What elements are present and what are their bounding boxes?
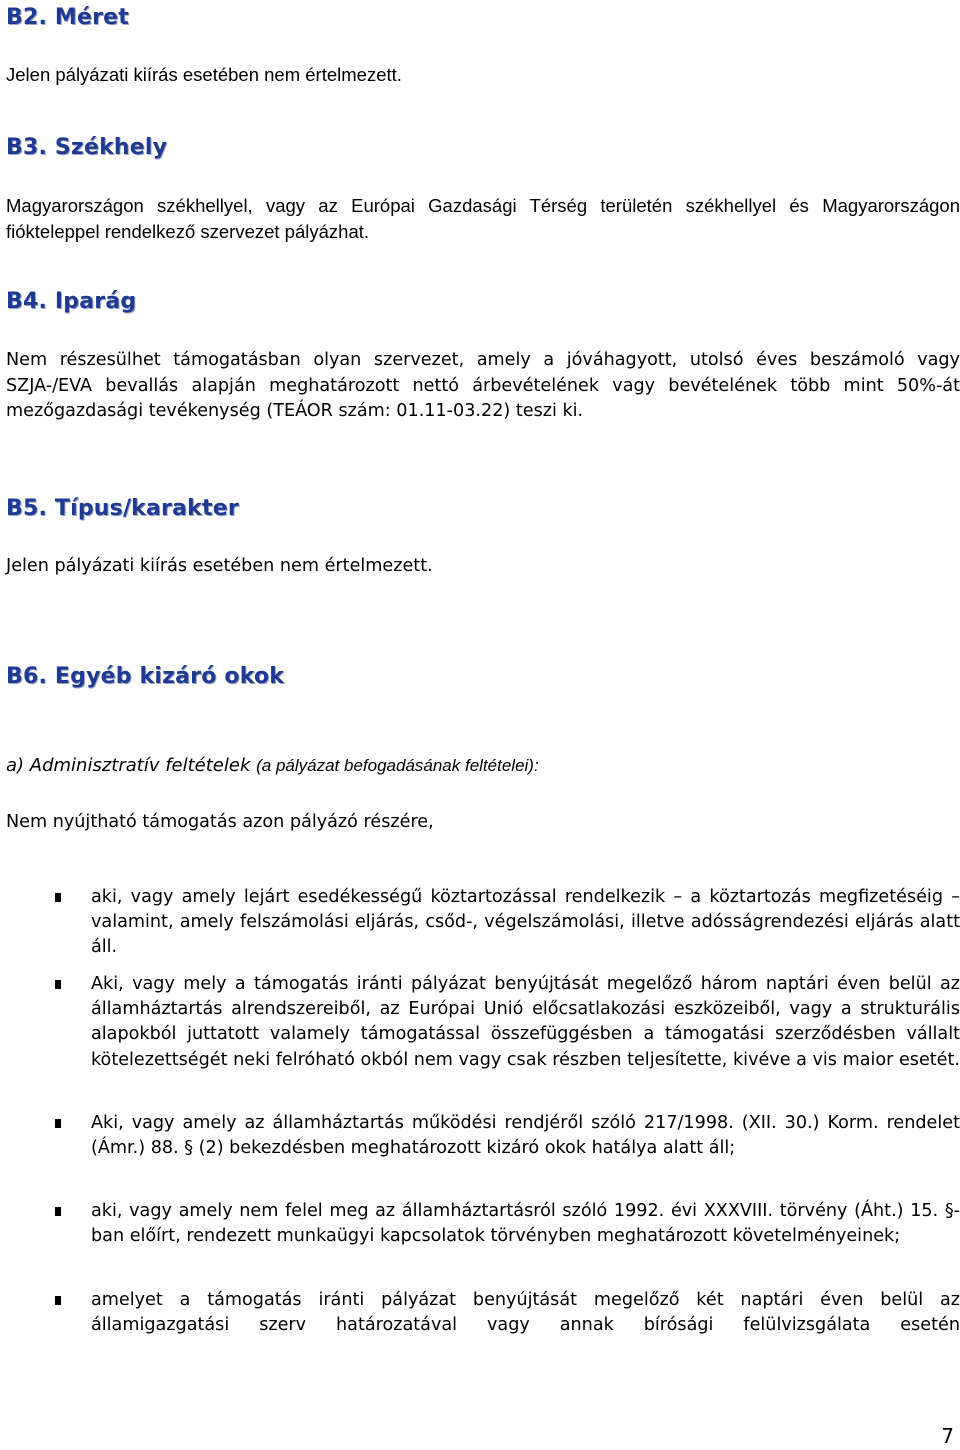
section-text-b5: Jelen pályázati kiírás esetében nem értelmezett.	[6, 556, 433, 576]
bullet-square-icon	[55, 980, 61, 989]
page-number: 7	[941, 1424, 954, 1448]
section-heading-b2: B2. Méret	[6, 5, 129, 30]
section-heading-b4: B4. Iparág	[6, 289, 137, 314]
section-text-b4: Nem részesülhet támogatásban olyan szervezet, amely a jóváhagyott, utolsó éves beszámoló vagy SZJA-/EVA bevallás alapján meghatározott nettó árbevételének vagy bevételének több mint 50%-át mezőgazdasági tevékenység (TEÁOR szám: 01.11-03.22) teszi ki.	[6, 350, 960, 421]
bullet-square-icon	[55, 1119, 61, 1128]
list-item-text: amelyet a támogatás iránti pályázat benyújtását megelőző két naptári éven belül az államigazgatási szerv határozatával vagy annak bírósági felülvizsgálata esetén	[91, 1290, 960, 1336]
list-item-text: aki, vagy amely nem felel meg az államháztartásról szóló 1992. évi XXXVIII. törvény (Áht.) 15. §-ban előírt, rendezett munkaügyi kapcsolatok törvényben meghatározott követelményeinek;	[91, 1201, 960, 1247]
bullet-square-icon	[55, 1296, 61, 1305]
subsection-heading-administrative	[6, 753, 539, 778]
subsection-heading-paren: (a pályázat befogadásának feltételei):	[256, 756, 539, 775]
list-item-text: aki, vagy amely lejárt esedékességű köztartozással rendelkezik – a köztartozás megfizetéséig – valamint, amely felszámolási eljárás, csőd-, végelszámolási, illetve adósságrendezési eljárás alatt áll.	[91, 887, 960, 958]
subsection-heading-main: a) Adminisztratív feltételek	[6, 755, 257, 776]
bullet-square-icon	[55, 893, 61, 902]
bullet-square-icon	[55, 1207, 61, 1216]
exclusion-intro: Nem nyújtható támogatás azon pályázó részére,	[6, 812, 434, 832]
list-item-text: Aki, vagy amely az államháztartás működési rendjéről szóló 217/1998. (XII. 30.) Korm. rendelet (Ámr.) 88. § (2) bekezdésben meghatározott kizáró okok hatálya alatt áll;	[91, 1113, 960, 1159]
section-heading-b6: B6. Egyéb kizáró okok	[6, 664, 285, 689]
section-text-b3: Magyarországon székhellyel, vagy az Európai Gazdasági Térség területén székhellyel és Magyarországon fiókteleppel rendelkező szervezet pályázhat.	[6, 195, 960, 242]
list-item-text: Aki, vagy mely a támogatás iránti pályázat benyújtását megelőző három naptári éven belül az államháztartás alrendszereiből, az Európai Unió előcsatlakozási eszközeiből, vagy a strukturális alapokból juttatott valamely támogatással összefüggésben a támogatási szerződésben vállalt kötelezettségét neki felróható okból nem vagy csak részben teljesítette, kivéve a vis maior esetét.	[91, 974, 960, 1070]
section-heading-b3: B3. Székhely	[6, 135, 168, 160]
section-text-b2: Jelen pályázati kiírás esetében nem értelmezett.	[6, 64, 402, 85]
section-heading-b5: B5. Típus/karakter	[6, 496, 239, 521]
